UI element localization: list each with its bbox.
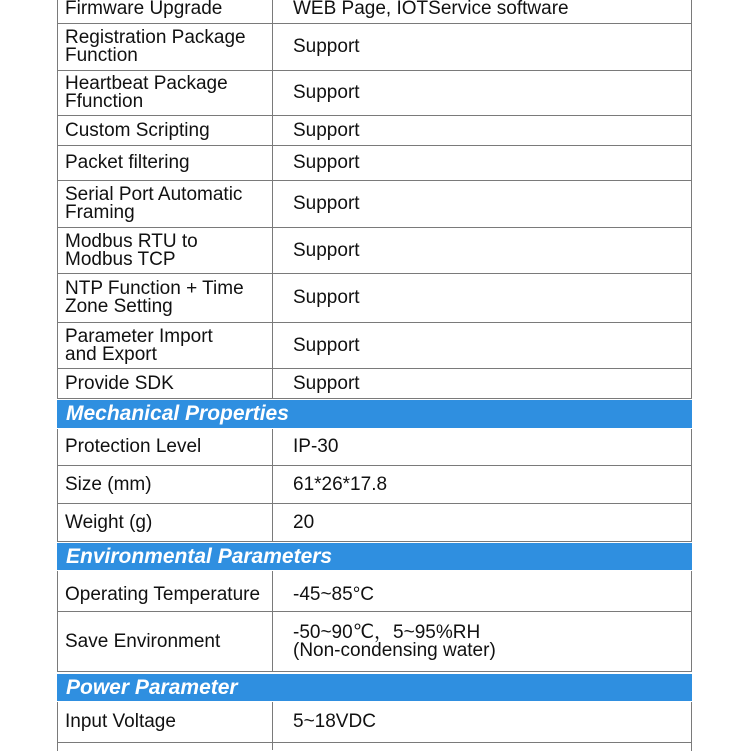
section-header-environmental	[57, 542, 692, 571]
row-label: Modbus RTU to Modbus TCP	[57, 228, 273, 273]
row-value: 61*26*17.8	[293, 473, 388, 495]
section-title: Environmental Parameters	[66, 544, 333, 568]
table-row	[57, 274, 692, 323]
row-value: -45~85°C	[293, 584, 375, 605]
table-row	[57, 323, 692, 369]
section-header-mechanical	[57, 399, 692, 429]
table-row	[57, 571, 692, 612]
row-value: 20	[293, 511, 315, 533]
row-label: Weight (g)	[57, 504, 273, 541]
section-title: Power Parameter	[66, 675, 238, 699]
row-value: Support	[293, 334, 360, 356]
row-value: Support	[293, 152, 360, 173]
section-header-power	[57, 673, 692, 702]
row-label: Input Voltage	[57, 702, 273, 742]
row-value	[273, 743, 692, 750]
section-title: Mechanical Properties	[66, 402, 289, 425]
row-value: IP-30	[293, 436, 339, 457]
row-value: Support	[293, 119, 360, 141]
table-row	[57, 0, 692, 24]
row-value: 5~18VDC	[293, 711, 376, 732]
row-label: Save Environment	[57, 612, 273, 671]
table-row	[57, 466, 692, 504]
row-value: Support	[293, 82, 360, 103]
row-label: Firmware Upgrade	[57, 0, 273, 23]
row-value: Support	[293, 372, 360, 394]
row-value: Support	[293, 239, 360, 261]
table-row	[57, 116, 692, 146]
row-label: Heartbeat Package Ffunction	[57, 71, 273, 115]
row-label: Registration Package Function	[57, 24, 273, 70]
table-row	[57, 71, 692, 116]
table-row	[57, 24, 692, 71]
table-row	[57, 146, 692, 181]
table-row	[57, 429, 692, 466]
table-row	[57, 504, 692, 542]
row-label: Protection Level	[57, 429, 273, 465]
row-value: Support	[293, 36, 360, 57]
row-label	[57, 743, 273, 750]
row-label: Operating Temperature	[57, 571, 273, 611]
table-row	[57, 702, 692, 743]
row-label: Provide SDK	[57, 369, 273, 398]
row-value: Support	[293, 287, 360, 308]
row-value: -50~90℃，5~95%RH (Non-condensing water)	[293, 621, 496, 661]
row-label: NTP Function + Time Zone Setting	[57, 274, 273, 322]
table-row	[57, 228, 692, 274]
table-row	[57, 181, 692, 228]
row-label: Custom Scripting	[57, 116, 273, 145]
row-label: Serial Port Automatic Framing	[57, 181, 273, 227]
table-row	[57, 743, 692, 750]
row-value: WEB Page, IOTService software	[293, 0, 569, 19]
table-row	[57, 612, 692, 672]
row-value: Support	[293, 193, 360, 214]
row-label: Size (mm)	[57, 466, 273, 503]
row-label: Parameter Import and Export	[57, 323, 273, 368]
table-row	[57, 369, 692, 399]
row-label: Packet filtering	[57, 146, 273, 180]
